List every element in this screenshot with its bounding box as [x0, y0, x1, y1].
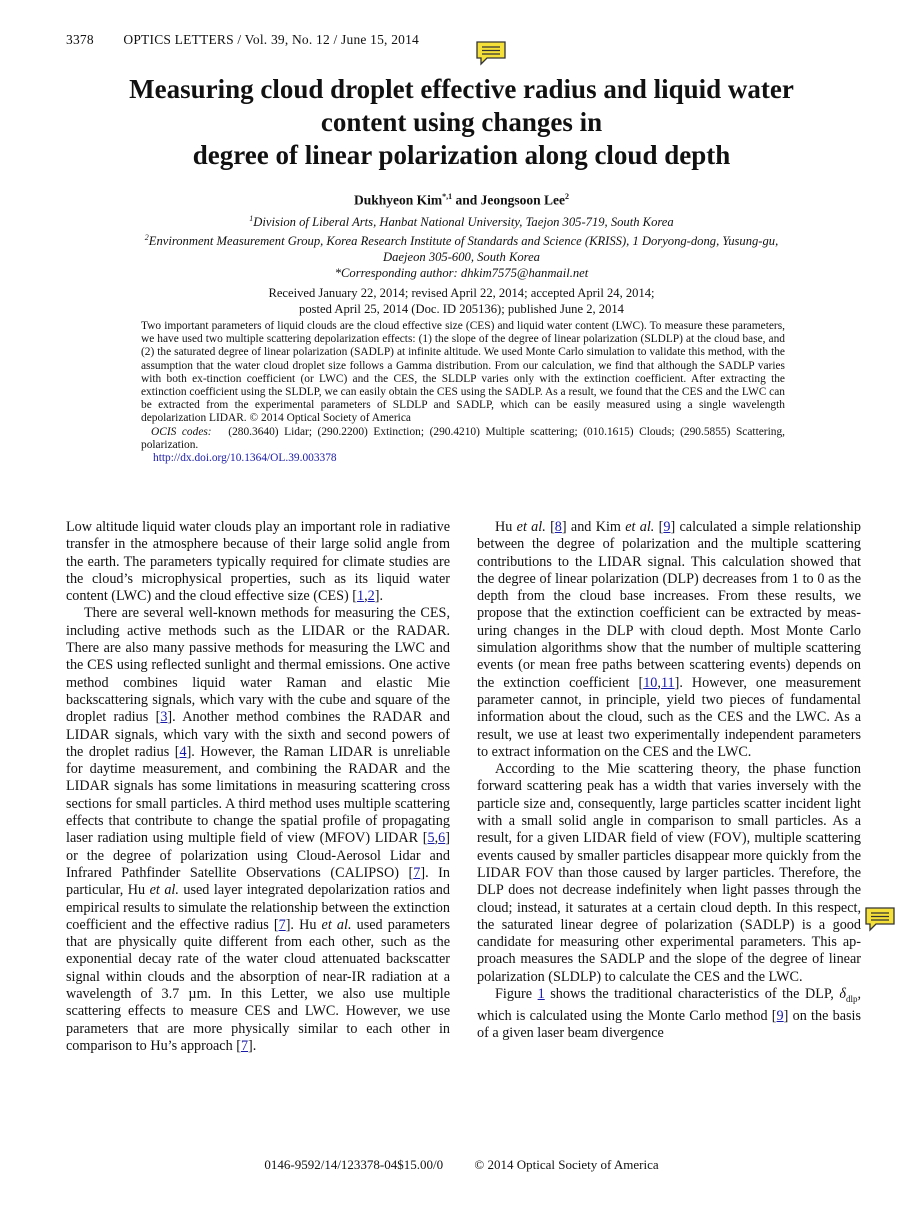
doi-link[interactable]: http://dx.doi.org/10.1364/OL.39.003378 — [153, 452, 337, 465]
citation-link[interactable]: 11 — [660, 674, 675, 691]
page-number: 3378 — [66, 32, 94, 47]
dates-line: posted April 25, 2014 (Doc. ID 205136); published June 2, 2014 — [299, 302, 624, 316]
affiliation-text: Environment Measurement Group, Korea Research Institute of Standards and Science (KRISS), 1 Doryong-dong, Yusung-gu, — [148, 234, 779, 249]
title-line: degree of linear polarization along cloud depth — [192, 140, 731, 170]
publication-dates — [90, 285, 833, 317]
paragraph: Hu et al. [8] and Kim et al. [9] calculated a simple relationship between the degree of polarization and the multiple scattering contributions to the LIDAR signal. This calculation showed that the degree of linear polarization (DLP) decreases from 1 to 0 as the depth from the cloud base increases. From these results, we propose that the extinction coefficient can be extracted by measuring changes in the DLP with cloud depth. Most Monte Carlo simulation algorithms show that the number of multiple scattering events (or mean free paths between scattering events) depends on the extinction coefficient [10,11]. However, one measurement parameter cannot, in principle, yield two pieces of fundamental information about the cloud, such as the CES and the LWC. As a result, we use at least two experimentally independent parameters to extract information on the CES and the LWC. — [477, 519, 861, 760]
comment-note-icon[interactable] — [475, 40, 505, 64]
affiliation-marker: 1 — [249, 214, 254, 223]
article-code: 0146-9592/14/123378-04$15.00/0 — [264, 1157, 444, 1172]
dates-line: Received January 22, 2014; revised April 22, 2014; accepted April 24, 2014; — [268, 286, 655, 300]
title-line: content using changes in — [320, 107, 603, 137]
abstract-text: Two important parameters of liquid clouds are the cloud effective size (CES) and liquid water content (LWC). To measure these parameters, we have used two multiple scattering depolarization effects: (1) the slope of the degree of linear polarization (SLDLP) at the cloud base, and (2) the saturated degree of linear polarization (SADLP) at infinite altitude. We used Monte Carlo simulation to validate this method, with the assumption that the water cloud droplet size follows a Gamma distribution. From our calculation, we find that although the SADLP varies with both ex-tinction coefficient (or LWC) and the CES, the SLDLP varies only with the extinction coefficient. After extracting the extinction coefficient using the SLDLP, we can easily obtain the CES using the SADLP. As a result, we found that the CES and the LWC can be extracted from the experimental parameters of SLDLP and SADLP, which can be easily measured using a single wavelength depolarization LIDAR. © 2014 Optical Society of America — [141, 320, 785, 425]
author-name: Dukhyeon Kim — [353, 192, 443, 208]
citation-link[interactable]: 2 — [367, 588, 375, 605]
author-conjunction: and — [452, 192, 481, 208]
affiliation-marker: 2 — [144, 233, 149, 242]
affiliation-text: Division of Liberal Arts, Hanbat National University, Taejon 305-719, South Korea — [253, 215, 674, 230]
citation-link[interactable]: 3 — [160, 709, 168, 726]
corresponding-author: *Corresponding author: dhkim7575@hanmail.net — [334, 266, 589, 281]
paragraph: Figure 1 shows the traditional characteristics of the DLP, $\delta_{dlp}$, which is calculated using the Monte Carlo method [9] on the basis of a given laser beam divergence — [477, 986, 861, 1042]
body-column-right — [477, 519, 861, 1043]
citation-link[interactable]: 1 — [357, 588, 365, 605]
paragraph: Low altitude liquid water clouds play an important role in radiative transfer in the atmosphere because of their large solid angle from the earth. The parameters typically required for climate studies are the cloud’s microphysical properties, such as its liquid water content (LWC) and the cloud effective size (CES) [1,2]. — [66, 519, 450, 605]
author-name: Jeongsoon Lee — [480, 192, 566, 208]
citation-link[interactable]: 4 — [179, 743, 187, 760]
author-marker: 2 — [565, 192, 570, 201]
affiliation — [90, 211, 833, 230]
comment-note-icon[interactable] — [864, 906, 894, 930]
citation-link[interactable]: 7 — [413, 864, 421, 881]
affiliation — [90, 230, 833, 281]
author-list — [60, 192, 863, 209]
citation-link[interactable]: 10 — [643, 674, 658, 691]
paragraph: There are several well-known methods for measuring the CES, including active methods such as the LIDAR or the RADAR. There are also many passive methods for measuring the LWC and the CES using reflected sunlight and thermal emissions. One active method combines liquid water Raman and elastic Mie backscattering signals, which vary with the cube and square of the droplet radius [3]. Another method combines the RADAR and LIDAR signals, which vary with the sixth and second powers of the droplet radius [4]. However, the Raman LIDAR is unreliable for daytime measurement, and combining the RADAR and the LIDAR signals has some limitations in measuring scattering cross sections for small particles. A third method uses multiple scattering effects that contribute to change the spatial profile of propagating laser radiation using multiple field of view (MFOV) LIDAR [5,6] or the degree of polarization using Cloud-Aerosol Lidar and Infrared Pathfinder Satellite Observations (CALIPSO) [7]. In particular, Hu et al. used layer integrated depolarization ratios and empirical results to simulate the relationship between the extinction coefficient and the effective radius [7]. Hu et al. used parameters that are physically quite different from each other, such as the exponential decay rate of the water cloud attenuated backscatter signal within clouds and the absorption of near-IR radiation at a wavelength of 3.7 µm. In this Letter, we also use multiple scattering effects to measure CES and LWC. However, we use parameters that are more physically similar to each other in comparison to Hu’s approach [7]. — [66, 605, 451, 1054]
body-column-left — [66, 519, 450, 1055]
author-marker: *,1 — [442, 192, 453, 201]
citation-link[interactable]: 7 — [278, 916, 286, 933]
journal-citation: OPTICS LETTERS / Vol. 39, No. 12 / June 15, 2014 — [123, 32, 420, 47]
title-line: Measuring cloud droplet effective radius and liquid water — [129, 74, 794, 104]
abstract — [141, 320, 785, 465]
page-footer — [0, 1157, 923, 1173]
citation-link[interactable]: 8 — [554, 519, 562, 535]
ocis-label: OCIS codes: — [151, 425, 212, 438]
affiliation-text: Daejeon 305-600, South Korea — [383, 250, 540, 265]
figure-link[interactable]: 1 — [537, 986, 545, 1003]
ocis-codes: (280.3640) Lidar; (290.2200) Extinction; (290.4210) Multiple scattering; (010.1615) Clouds; (290.5855) Scattering, polarization. — [141, 425, 785, 451]
citation-link[interactable]: 9 — [776, 1008, 784, 1025]
citation-link[interactable]: 5 — [427, 830, 435, 847]
citation-link[interactable]: 9 — [663, 519, 671, 535]
running-header — [66, 32, 419, 48]
paper-title — [60, 73, 863, 172]
paragraph: According to the Mie scattering theory, the phase function forward scattering peak has a width that varies inversely with the particle size and, consequently, large particles scatter incident light with a small solid angle in comparison to small particles. As a result, for a given LIDAR field of view (FOV), multiple scattering events caused by smaller particles disappear more quickly from the LIDAR FOV than those caused by larger particles. Therefore, the DLP does not decrease indefinitely when light passes through the cloud; instead, it saturates at a certain cloud depth. In this respect, the saturated linear degree of polarization (SADLP) is a good candidate for measuring other experimental parameters. This approach measures the SADLP and the slope of the degree of linear polarization (SLDLP) to calculate the CES and the LWC. — [477, 761, 861, 985]
citation-link[interactable]: 6 — [438, 830, 446, 847]
citation-link[interactable]: 7 — [240, 1037, 249, 1054]
footer-copyright: © 2014 Optical Society of America — [474, 1157, 659, 1172]
